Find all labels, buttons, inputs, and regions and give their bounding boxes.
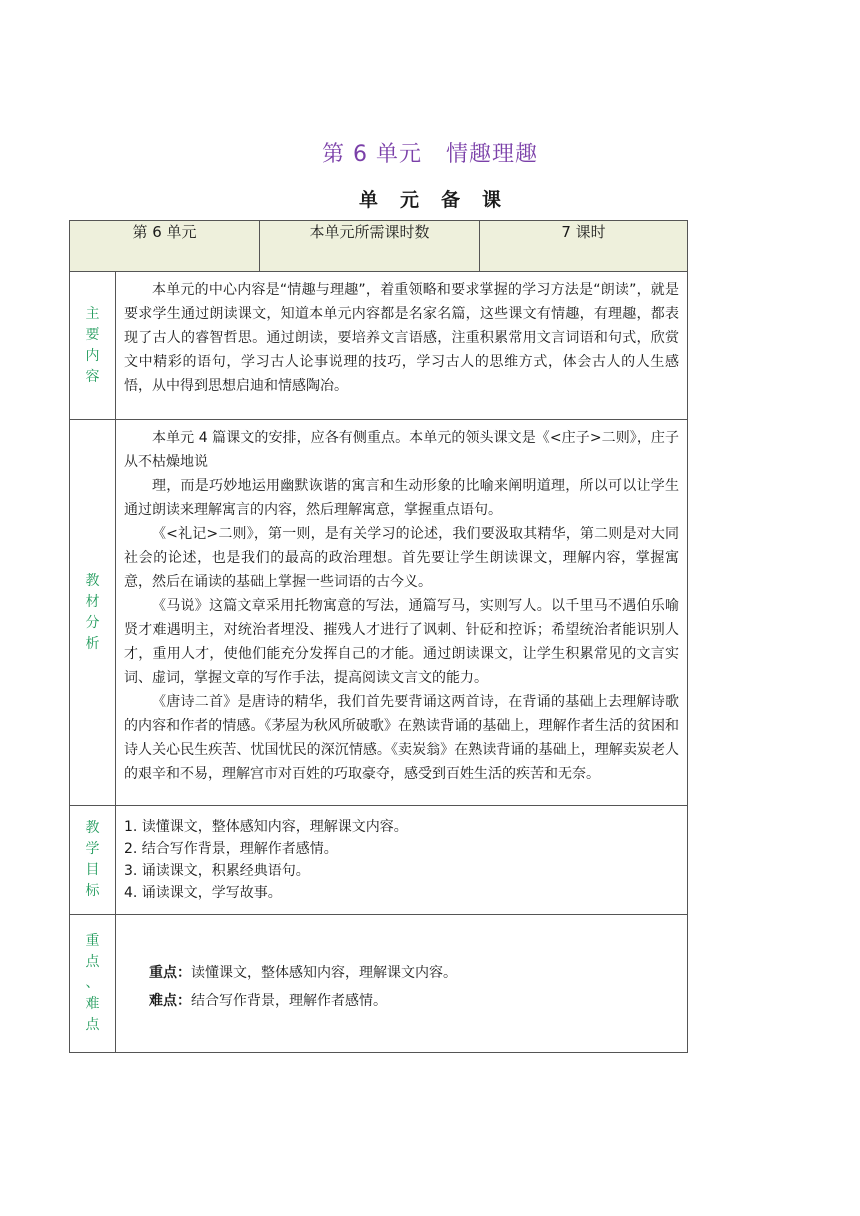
analysis-paragraph: 《唐诗二首》是唐诗的精华，我们首先要背诵这两首诗，在背诵的基础上去理解诗歌的内容和作者的情感。《茅屋为秋风所破歌》在熟读背诵的基础上，理解作者生活的贫困和诗人关心民生疾苦、忧国忧民的深沉情感。《卖炭翁》在熟读背诵的基础上，理解卖炭老人的艰辛和不易，理解宫市对百姓的巧取豪夺，感受到百姓生活的疾苦和无奈。 bbox=[124, 694, 679, 782]
goal-item: 2. 结合写作背景，理解作者感情。 bbox=[124, 841, 338, 857]
header-hours-value: 7 课时 bbox=[480, 221, 688, 272]
main-content-label: 主 要 内 容 bbox=[70, 272, 116, 420]
goals-label: 教 学 目 标 bbox=[70, 806, 116, 915]
unit-theme: 情趣理趣 bbox=[445, 142, 538, 167]
header-hours-label: 本单元所需课时数 bbox=[260, 221, 480, 272]
lesson-plan-table bbox=[69, 220, 688, 1053]
analysis-label: 教 材 分 析 bbox=[70, 420, 116, 806]
goal-item: 4. 诵读课文，学写故事。 bbox=[124, 885, 282, 901]
difficulty-point: 难点：结合写作背景，理解作者感情。 bbox=[149, 993, 387, 1009]
analysis-text bbox=[116, 420, 688, 806]
unit-title bbox=[0, 137, 860, 168]
key-point: 重点：读懂课文，整体感知内容，理解课文内容。 bbox=[149, 965, 457, 981]
header-row bbox=[70, 221, 688, 272]
analysis-row bbox=[70, 420, 688, 806]
main-content-text: 本单元的中心内容是“情趣与理趣”，着重领略和要求掌握的学习方法是“朗读”，就是要求学生通过朗读课文，知道本单元内容都是名家名篇，这些课文有情趣，有理趣，都表现了古人的睿智哲思。通过朗读，要培养文言语感，注重积累常用文言词语和句式，欣赏文中精彩的语句，学习古人论事说理的技巧，学习古人的思维方式，体会古人的人生感悟，从中得到思想启迪和情感陶冶。 bbox=[116, 272, 688, 420]
unit-number: 第 6 单元 bbox=[322, 142, 422, 167]
analysis-paragraph: 理，而是巧妙地运用幽默诙谐的寓言和生动形象的比喻来阐明道理，所以可以让学生通过朗读来理解寓言的内容，然后理解寓意，掌握重点语句。 bbox=[124, 478, 679, 518]
analysis-paragraph: 本单元 4 篇课文的安排，应各有侧重点。本单元的领头课文是《<庄子>二则》，庄子从不枯燥地说 bbox=[124, 430, 679, 470]
main-content-row bbox=[70, 272, 688, 420]
keys-row bbox=[70, 915, 688, 1053]
goals-row bbox=[70, 806, 688, 915]
goal-item: 3. 诵读课文，积累经典语句。 bbox=[124, 863, 310, 879]
analysis-paragraph: 《<礼记>二则》，第一则，是有关学习的论述，我们要汲取其精华，第二则是对大同社会的论述，也是我们的最高的政治理想。首先要让学生朗读课文，理解内容，掌握寓意，然后在诵读的基础上掌握一些词语的古今义。 bbox=[124, 526, 679, 590]
header-unit: 第 6 单元 bbox=[70, 221, 260, 272]
analysis-paragraph: 《马说》这篇文章采用托物寓意的写法，通篇写马，实则写人。以千里马不遇伯乐喻贤才难遇明主，对统治者埋没、摧残人才进行了讽刺、针砭和控诉；希望统治者能识别人才，重用人才，使他们能充分发挥自己的才能。通过朗读课文，让学生积累常见的文言实词、虚词，掌握文章的写作手法，提高阅读文言文的能力。 bbox=[124, 598, 679, 686]
keys-label: 重 点 、 难 点 bbox=[70, 915, 116, 1053]
keys-content bbox=[116, 915, 688, 1053]
goal-item: 1. 读懂课文，整体感知内容，理解课文内容。 bbox=[124, 819, 408, 835]
sub-title: 单元备课 bbox=[358, 189, 523, 211]
goals-list bbox=[116, 806, 688, 915]
